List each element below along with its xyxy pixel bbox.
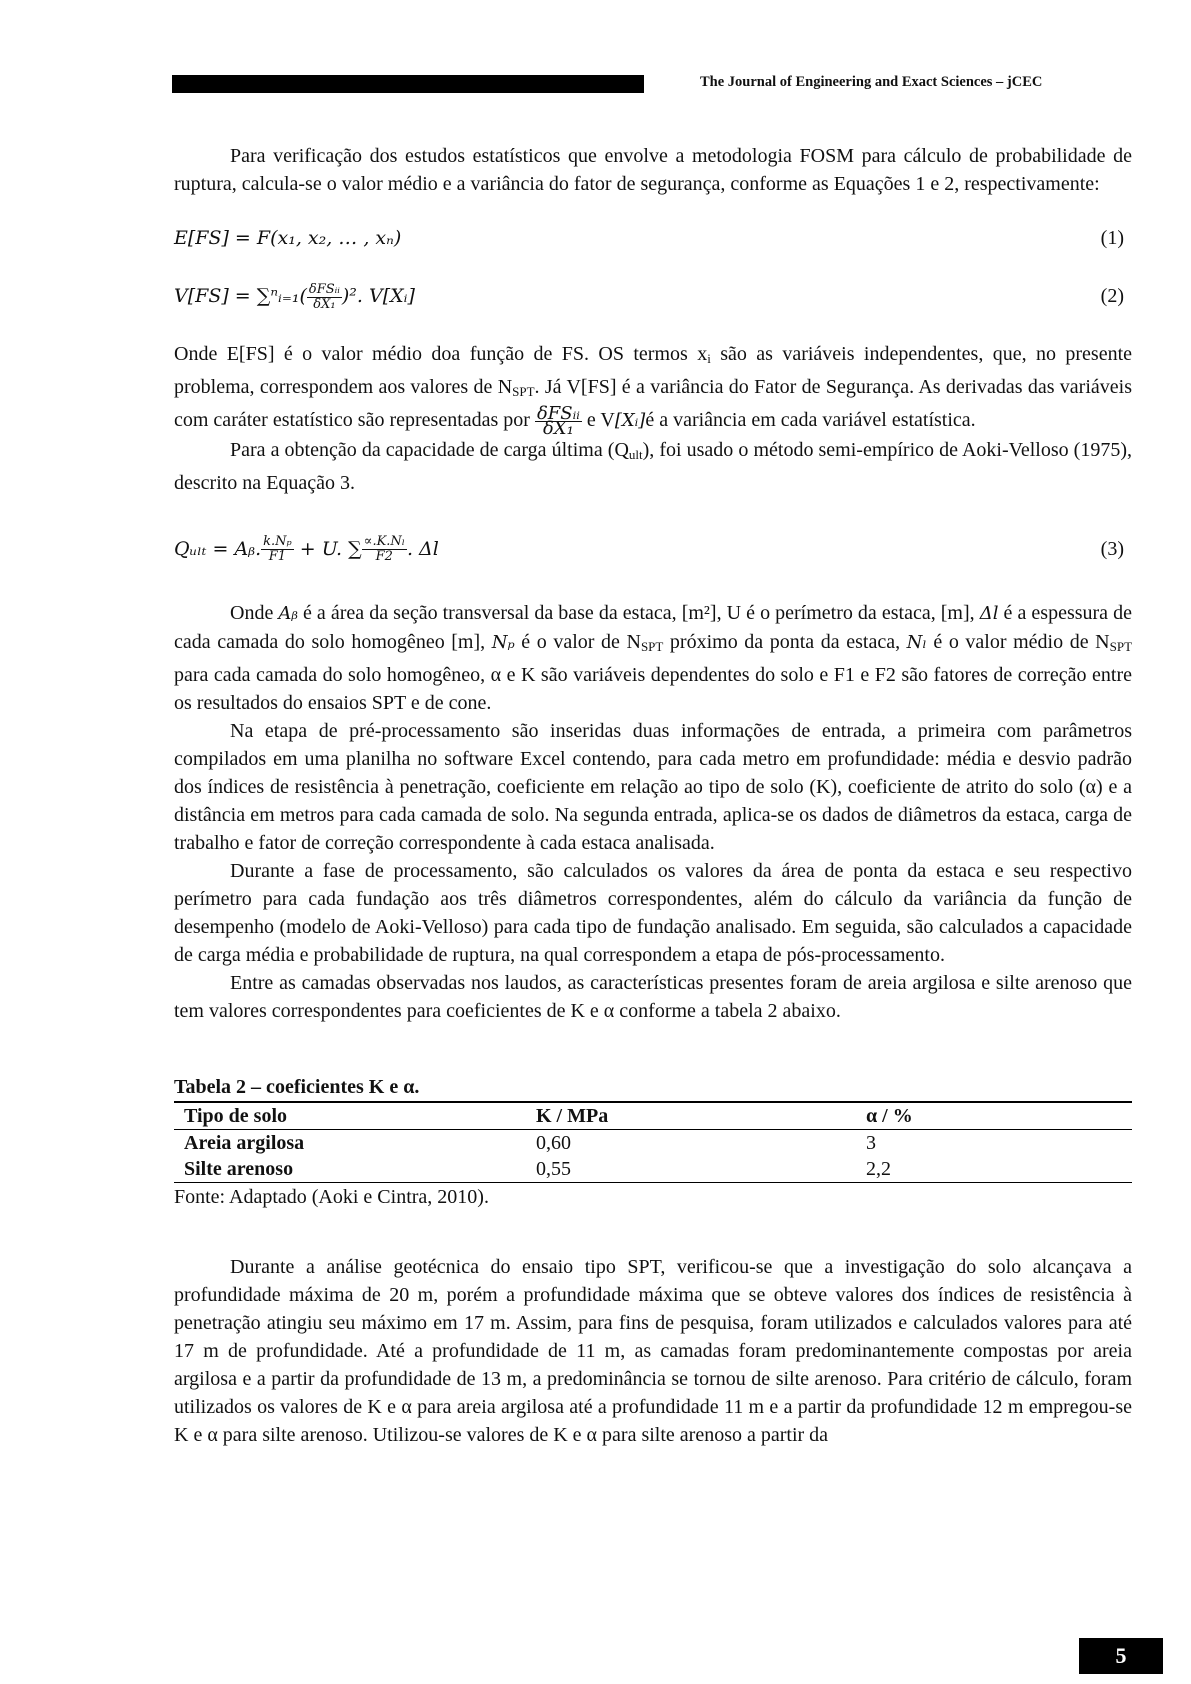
text-run: são as variáveis independentes, que, no presente problema, correspondem aos valores de N bbox=[174, 343, 1132, 398]
fraction-denominator: F2 bbox=[362, 549, 407, 564]
table-cell: 3 bbox=[866, 1131, 876, 1154]
paragraph-layers: Entre as camadas observadas nos laudos, as características presentes foram de areia argilosa e silte arenoso que tem valores correspondentes para coeficientes de K e α conforme a tabela 2 abaixo. bbox=[174, 971, 1132, 1022]
fraction-denominator: δX₁ bbox=[307, 297, 342, 312]
subscript: SPT bbox=[1109, 638, 1133, 654]
text-run: para cada camada do solo homogêneo, α e K são variáveis dependentes do solo e F1 e F2 são fatores de correção entre os resultados do ensaios SPT e de cone. bbox=[174, 663, 1132, 714]
fraction-numerator: δFSᵢᵢ bbox=[536, 402, 580, 424]
equation-3-middle: + U. ∑ bbox=[293, 537, 362, 560]
equation-2 bbox=[174, 282, 1132, 310]
table-header-row bbox=[174, 1102, 1132, 1130]
table-header-cell: Tipo de solo bbox=[184, 1104, 287, 1127]
text-run: é o valor médio de N bbox=[926, 630, 1110, 653]
inline-math: [Xᵢ] bbox=[614, 410, 646, 431]
text-run: é a variância em cada variável estatística. bbox=[645, 409, 976, 431]
inline-math: Nₗ bbox=[906, 631, 927, 653]
equation-2-fraction bbox=[307, 283, 342, 312]
equation-2-sum: ∑ⁿᵢ₌₁( bbox=[256, 285, 307, 307]
fraction-numerator: k.Nₚ bbox=[263, 534, 292, 550]
text-run: ), foi usado o método semi-empírico de Aoki-Velloso (1975), descrito na Equação 3. bbox=[174, 438, 1132, 494]
table-cell: Areia argilosa bbox=[184, 1131, 305, 1154]
equation-3-fraction-2 bbox=[362, 535, 407, 564]
table-header-cell: K / MPa bbox=[536, 1104, 609, 1127]
paragraph-variables bbox=[174, 340, 1132, 439]
subscript: SPT bbox=[640, 638, 664, 654]
text-run: é a área da seção transversal da base da estaca, [m²], U é o perímetro da estaca, [m], bbox=[297, 601, 980, 624]
equation-1 bbox=[174, 224, 1132, 252]
paragraph-symbols bbox=[174, 599, 1132, 717]
paragraph-preprocessing: Na etapa de pré-processamento são inseridas duas informações de entrada, a primeira com parâmetros compilados em uma planilha no software Excel contendo, para cada metro em profundidade: média e desvio padrão dos índices de resistência à penetração, coeficiente em relação ao tipo de solo (K), coeficiente de atrito do solo (α) e a distância em metros para cada camada de solo. Na segunda entrada, aplica-se os dados de diâmetros da estaca, carga de trabalho e fator de correção correspondente à cada estaca analisada. bbox=[174, 719, 1132, 854]
table-cell: 0,60 bbox=[536, 1131, 571, 1154]
table-caption: Tabela 2 – coeficientes K e α. bbox=[174, 1075, 420, 1098]
paragraph-spt-analysis: Durante a análise geotécnica do ensaio tipo SPT, verificou-se que a investigação do solo alcançava a profundidade máxima de 20 m, porém a profundidade máxima que se obteve valores dos índices de resistência à penetração atingiu seu máximo em 17 m. Assim, para fins de pesquisa, foram utilizados e calculados valores para até 17 m de profundidade. Até a profundidade de 11 m, as camadas foram predominantemente compostas por areia argilosa e a partir da profundidade de 13 m, a predominância se tornou de silte arenoso. Para critério de cálculo, foram utilizados os valores de K e α para areia argilosa até a profundidade 11 m e a partir da profundidade 12 m empregou-se K e α para silte arenoso. Utilizou-se valores de K e α para silte arenoso a partir da bbox=[174, 1255, 1132, 1446]
text-run: Para a obtenção da capacidade de carga última (Q bbox=[230, 438, 629, 461]
equation-2-number: (2) bbox=[1100, 285, 1124, 307]
equation-3-fraction-1 bbox=[261, 535, 294, 564]
equation-2-lhs: V[FS] = bbox=[174, 285, 257, 307]
text-run: Onde bbox=[230, 601, 279, 624]
equation-2-rhs: )². V[Xᵢ] bbox=[341, 285, 415, 307]
subscript: i bbox=[707, 351, 711, 366]
paragraph-fosm-intro: Para verificação dos estudos estatísticos que envolve a metodologia FOSM para cálculo de probabilidade de ruptura, calcula-se o valor médio e a variância do fator de segurança, conforme as Equações 1 e 2, respectivamente: bbox=[174, 145, 1132, 195]
journal-title: The Journal of Engineering and Exact Sciences – jCEC bbox=[700, 74, 1043, 90]
paragraph-processing: Durante a fase de processamento, são calculados os valores da área de ponta da estaca e seu respectivo perímetro para cada fundação aos três diâmetros correspondentes, além do cálculo da variância da função de desempenho (modelo de Aoki-Velloso) para cada tipo de fundação analisado. Em seguida, são calculados a capacidade de carga média e probabilidade de ruptura, na qual correspondem a etapa de pós-processamento. bbox=[174, 859, 1132, 966]
table-header-cell: α / % bbox=[866, 1104, 913, 1127]
page-number: 5 bbox=[1079, 1638, 1163, 1674]
equation-1-formula: E[FS] = F(x₁, x₂, … , xₙ) bbox=[174, 227, 402, 249]
fraction-numerator: δFSᵢᵢ bbox=[308, 281, 340, 297]
text-run: é a espessura de cada camada do solo homogêneo [m], bbox=[174, 601, 1132, 653]
equation-1-number: (1) bbox=[1100, 227, 1124, 249]
coefficients-table bbox=[174, 1101, 1132, 1183]
fraction-numerator: ∝.K.Nₗ bbox=[363, 534, 405, 550]
table-row bbox=[174, 1129, 1132, 1156]
text-run: Onde E[FS] é o valor médio doa função de FS. OS termos x bbox=[174, 343, 708, 365]
paragraph-capacity bbox=[174, 436, 1132, 497]
header-bar bbox=[172, 75, 644, 93]
text-run: é o valor de N bbox=[514, 630, 641, 653]
subscript: ult bbox=[628, 446, 643, 462]
text-run: e V bbox=[581, 409, 615, 431]
equation-3-number: (3) bbox=[1100, 537, 1124, 560]
inline-math: Aᵦ bbox=[278, 602, 298, 624]
equation-3-rhs: . Δl bbox=[406, 537, 439, 560]
table-source: Fonte: Adaptado (Aoki e Cintra, 2010). bbox=[174, 1185, 489, 1208]
equation-3-lhs: Qᵤₗₜ = Aᵦ. bbox=[174, 537, 262, 560]
text-run: . Já V[FS] é a variância do Fator de Segurança. As derivadas das variáveis com caráter estatístico são representadas por bbox=[174, 376, 1132, 431]
inline-math: Δl bbox=[979, 602, 999, 624]
page-content bbox=[174, 142, 1132, 1449]
subscript: SPT bbox=[512, 384, 535, 399]
table-row bbox=[174, 1156, 1132, 1183]
table-cell: 0,55 bbox=[536, 1157, 571, 1180]
equation-3 bbox=[174, 535, 1132, 563]
table-cell: Silte arenoso bbox=[184, 1157, 294, 1180]
fraction-denominator: F1 bbox=[261, 549, 294, 564]
fraction-denominator: δX₁ bbox=[535, 421, 582, 436]
inline-fraction bbox=[535, 402, 582, 439]
inline-math: Nₚ bbox=[491, 631, 515, 653]
table-cell: 2,2 bbox=[866, 1157, 891, 1180]
text-run: próximo da ponta da estaca, bbox=[663, 630, 907, 653]
